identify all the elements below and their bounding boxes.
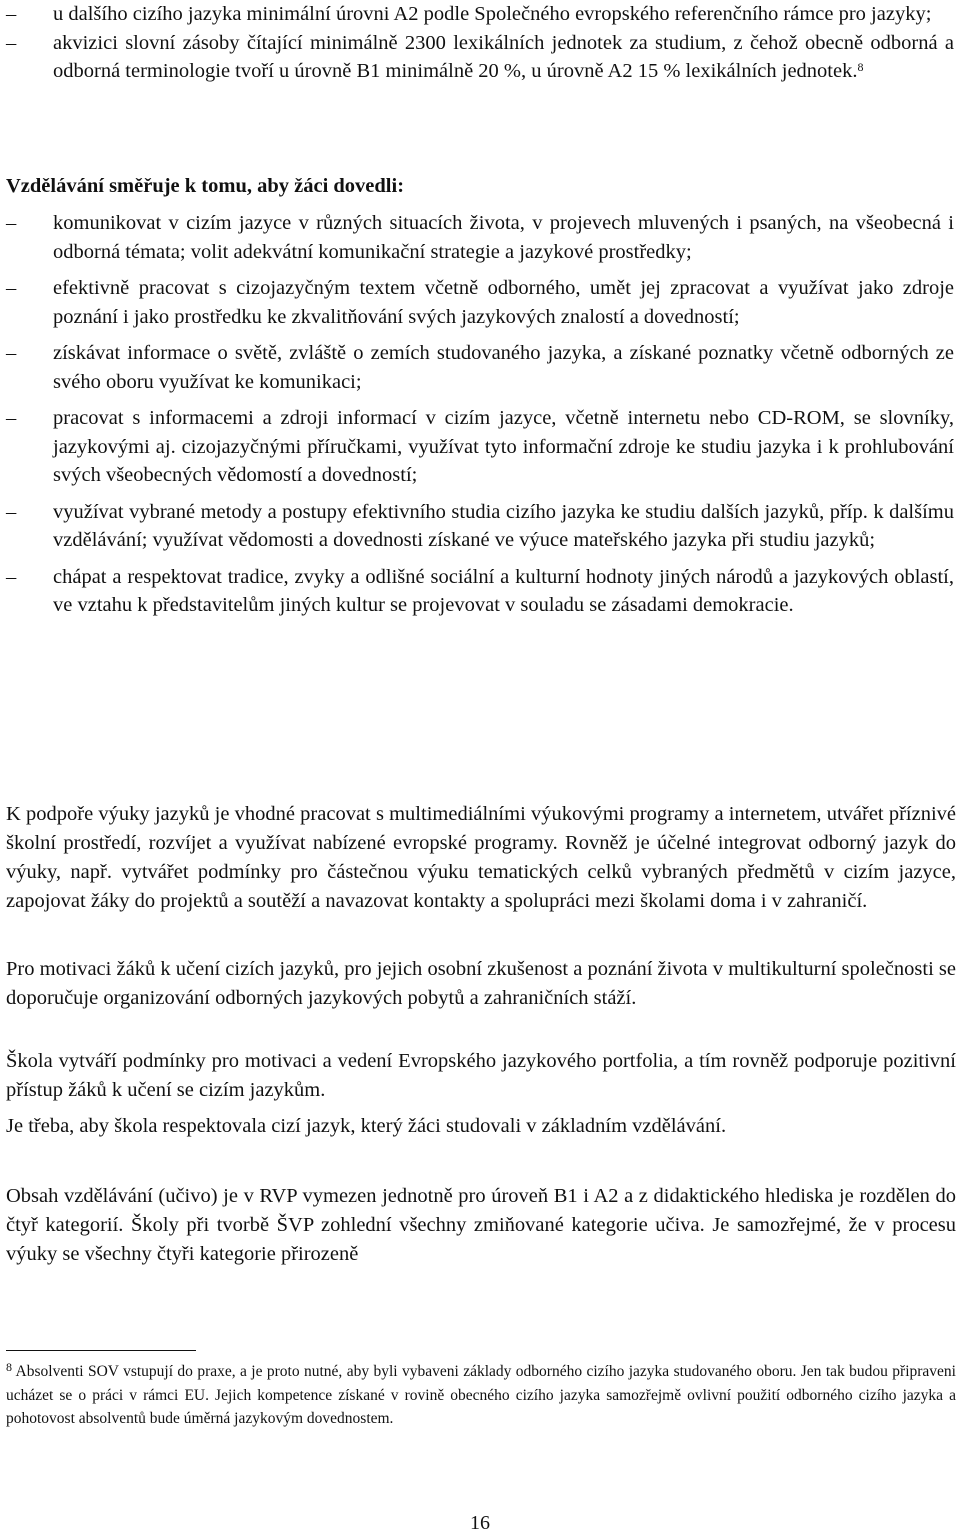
list-item-text: využívat vybrané metody a postupy efektivního studia cizího jazyka ke studiu dalších jazyků, příp. k dalšímu vzdělávání; využívat vědomosti a dovednosti získané ve výuce mateřského jazyka při studiu jazyků; <box>53 500 954 551</box>
dash-bullet: – <box>6 500 17 523</box>
paragraph-motivation: Pro motivaci žáků k učení cizích jazyků, pro jejich osobní zkušenost a poznání života v multikulturní společnosti se doporučuje organizování odborných jazykových pobytů a zahraničních stáží. <box>6 958 956 1009</box>
paragraph-portfolio: Škola vytváří podmínky pro motivaci a vedení Evropského jazykového portfolia, a tím rovněž podporuje pozitivní přístup žáků k učení se cizím jazykům. <box>6 1050 956 1101</box>
list-item-text: chápat a respektovat tradice, zvyky a odlišné sociální a kulturní hodnoty jiných národů a jazykových oblastí, ve vztahu k představitelům jiných kultur se projevovat v souladu se zásadami demokracie. <box>53 565 954 616</box>
paragraph-curriculum: Obsah vzdělávání (učivo) je v RVP vymezen jednotně pro úroveň B1 i A2 a z didaktického hlediska je rozdělen do čtyř kategorií. Školy při tvorbě ŠVP zohlední všechny zmiňované kategorie učiva. Je samozřejmé, že v procesu výuky se všechny čtyři kategorie přirozeně <box>6 1185 956 1265</box>
dash-bullet: – <box>6 342 17 364</box>
dash-bullet: – <box>6 31 17 54</box>
dash-bullet: – <box>6 277 17 299</box>
footnote-text: Absolventi SOV vstupují do praxe, a je proto nutné, aby byli vybaveni základy odborného cizího jazyka studovaného oboru. Jen tak budou připraveni ucházet se o práci v rámci EU. Jejich kompetence získané v rovině obecného cizího jazyka samozřejmě ovlivní použití odborného cizího jazyka a pohotovost absolventů bude úměrná jazykovým dovednostem. <box>6 1363 956 1427</box>
footnote-number: 8 <box>6 1360 12 1374</box>
list-item <box>0 563 958 620</box>
list-item <box>0 0 958 29</box>
list-item-text: pracovat s informacemi a zdroji informací v cizím jazyce, včetně internetu nebo CD-ROM, se slovníky, jazykovými aj. cizojazyčnými příručkami, využívat tyto informační zdroje ke studiu jazyka i k prohlubování svých všeobecných vědomostí a dovedností; <box>53 407 954 486</box>
list-item-text: získávat informace o světě, zvláště o zemích studovaného jazyka, a získané poznatky včetně odborných ze svého oboru využívat ke komunikaci; <box>53 342 954 393</box>
list-item-text: akvizici slovní zásoby čítající minimálně 2300 lexikálních jednotek za studium, z čehož obecně odborná a odborná terminologie tvoří u úrovně B1 minimálně 20 %, u úrovně A2 15 % lexikálních jednotek. <box>53 31 954 82</box>
footnote <box>6 1360 956 1431</box>
section-heading: Vzdělávání směřuje k tomu, aby žáci dovedli: <box>6 175 405 197</box>
list-item-text: efektivně pracovat s cizojazyčným textem včetně odborného, umět jej zpracovat a využívat jako zdroje poznání i jako prostředku ke zkvalitňování svých jazykových znalostí a dovedností; <box>53 277 954 328</box>
skills-list <box>0 209 958 628</box>
paragraph-language-continuity: Je třeba, aby škola respektovala cizí jazyk, který žáci studovali v základním vzdělávání. <box>6 1115 727 1137</box>
list-item <box>0 274 958 331</box>
dash-bullet: – <box>6 565 17 588</box>
list-item <box>0 29 958 86</box>
list-item <box>0 498 958 555</box>
list-item <box>0 404 958 490</box>
dash-bullet: – <box>6 407 17 429</box>
page-number: 16 <box>470 1512 490 1534</box>
list-item <box>0 339 958 396</box>
paragraph-multimedia: K podpoře výuky jazyků je vhodné pracovat s multimediálními výukovými programy a internetem, utvářet příznivé školní prostředí, rozvíjet a využívat nabízené evropské programy. Rovněž je účelné integrovat odborný jazyk do výuky, např. vytvářet podmínky pro částečnou výuku tematických celků vybraných předmětů v cizím jazyce, zapojovat žáky do projektů a soutěží a navazovat kontakty a spolupráci mezi školami doma i v zahraničí. <box>6 803 956 912</box>
footnote-reference[interactable]: 8 <box>857 60 864 74</box>
dash-bullet: – <box>6 212 17 234</box>
list-item-text: u dalšího cizího jazyka minimální úrovni A2 podle Společného evropského referenčního rámce pro jazyky; <box>53 3 932 25</box>
objectives-list-continued <box>0 0 958 86</box>
list-item <box>0 209 958 266</box>
footnote-separator <box>6 1350 196 1351</box>
list-item-text: komunikovat v cizím jazyce v různých situacích života, v projevech mluvených i psaných, na všeobecná i odborná témata; volit adekvátní komunikační strategie a jazykové prostředky; <box>53 212 954 263</box>
dash-bullet: – <box>6 3 17 25</box>
